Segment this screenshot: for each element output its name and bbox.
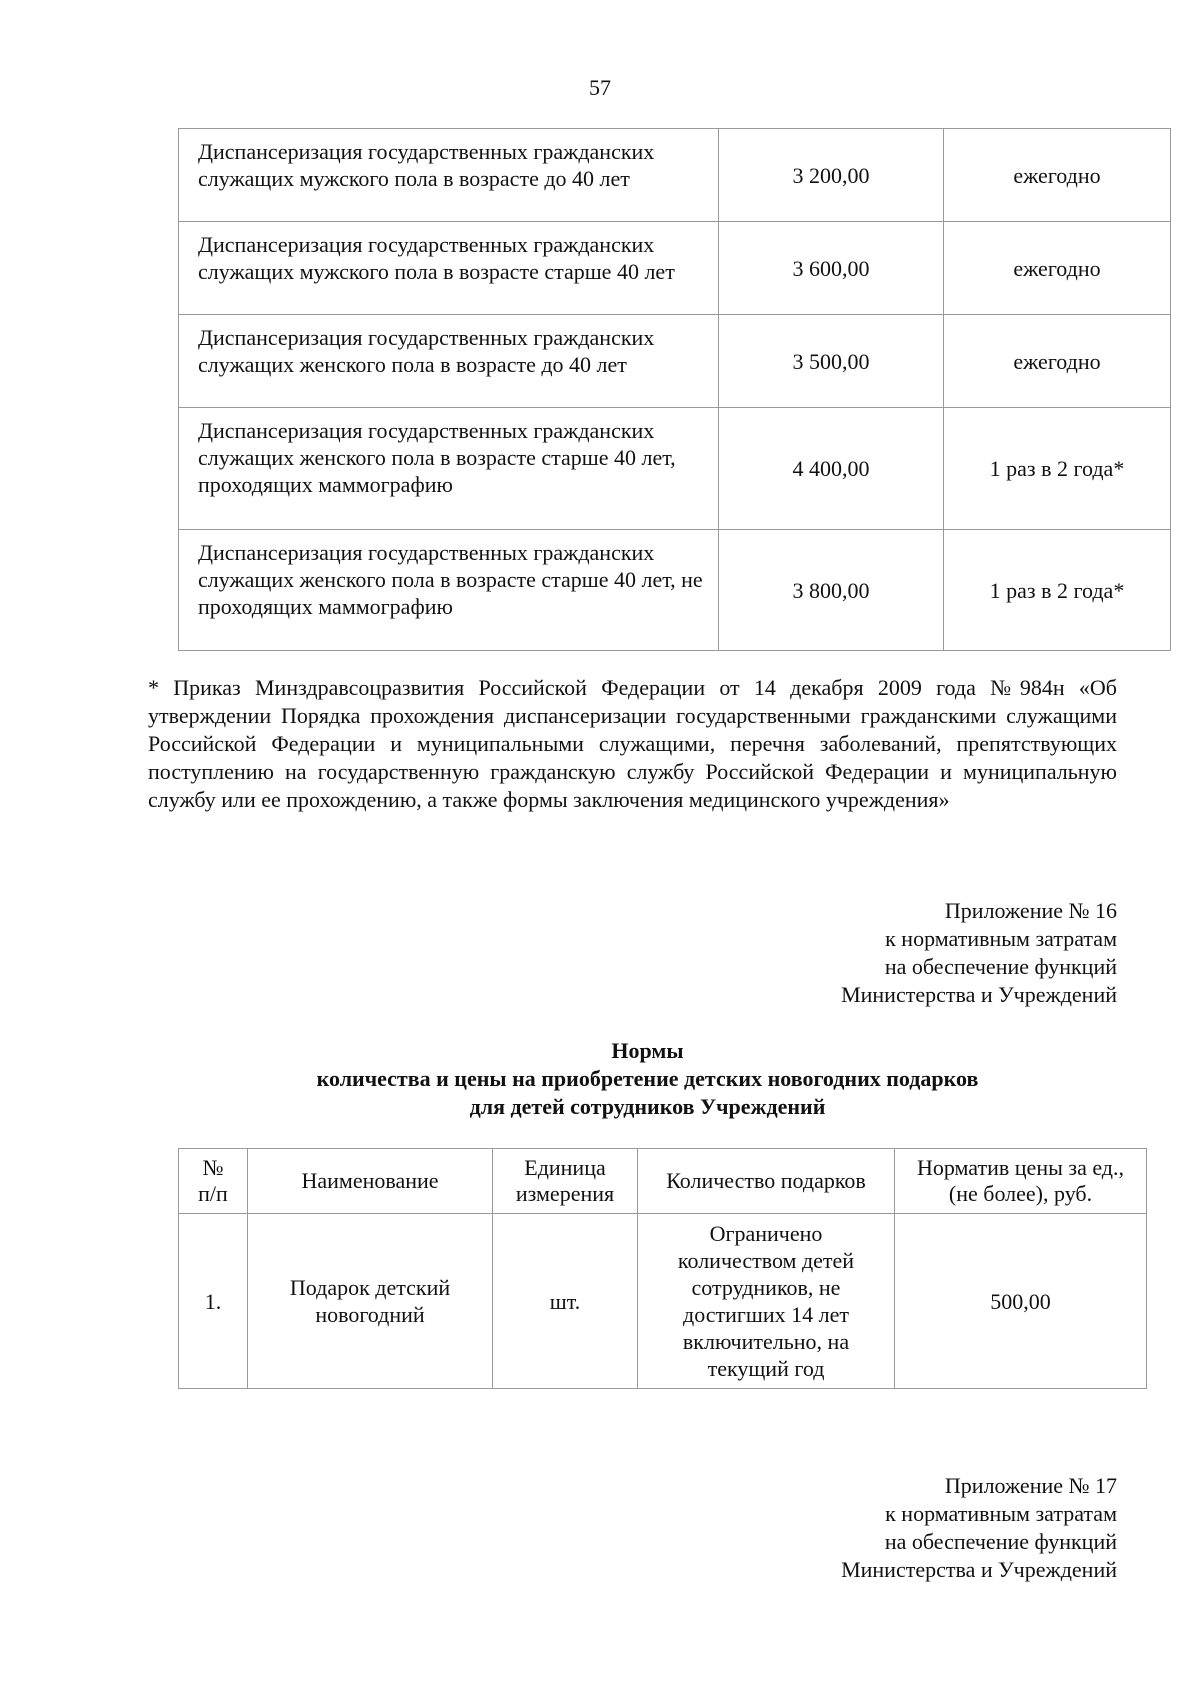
- exam-name-cell: Диспансеризация государственных гражданских служащих женского пола в возрасте старше 40 лет, проходящих маммографию: [179, 408, 719, 530]
- norms-title: [0, 1037, 1200, 1121]
- header-quantity: Количество подарков: [638, 1149, 895, 1214]
- cell-text: сотрудников, не: [691, 1275, 841, 1300]
- appendix-title: Приложение № 16: [944, 898, 1117, 923]
- appendix-line: Министерства и Учреждений: [841, 1557, 1117, 1582]
- medical-exam-table: [178, 128, 1171, 651]
- row-price: 500,00: [895, 1214, 1147, 1389]
- title-line: Нормы: [611, 1038, 684, 1063]
- cell-text: достигших 14 лет: [683, 1302, 849, 1327]
- cell-text: Ограничено: [709, 1221, 823, 1246]
- table-row: [179, 530, 1171, 651]
- row-quantity: [638, 1214, 895, 1389]
- header-text: измерения: [515, 1181, 615, 1206]
- exam-name-cell: Диспансеризация государственных гражданских служащих мужского пола в возрасте до 40 лет: [179, 129, 719, 222]
- header-text: №: [202, 1155, 224, 1180]
- exam-name-cell: Диспансеризация государственных гражданских служащих женского пола в возрасте старше 40 лет, не проходящих маммографию: [179, 530, 719, 651]
- table-row: [179, 315, 1171, 408]
- cell-text: количеством детей: [677, 1248, 855, 1273]
- appendix-title: Приложение № 17: [944, 1473, 1117, 1498]
- appendix-line: Министерства и Учреждений: [841, 982, 1117, 1007]
- header-number: [179, 1149, 248, 1214]
- appendix-line: на обеспечение функций: [884, 1529, 1117, 1554]
- table-row: [179, 222, 1171, 315]
- header-text: Единица: [524, 1155, 606, 1180]
- row-name: [248, 1214, 493, 1389]
- table-row: [179, 129, 1171, 222]
- exam-frequency-cell: 1 раз в 2 года*: [944, 530, 1171, 651]
- header-text: (не более), руб.: [948, 1181, 1093, 1206]
- exam-price-cell: 3 200,00: [719, 129, 944, 222]
- footnote: * Приказ Минздравсоцразвития Российской Федерации от 14 декабря 2009 года №984н «Об утверждении Порядка прохождения диспансеризации государственными гражданскими служащими Российской Федерации и муниципальными служащими, перечня заболеваний, препятствующих поступлению на государственную гражданскую службу Российской Федерации и муниципальную службу или ее прохождению, а также формы заключения медицинского учреждения»: [148, 675, 1117, 812]
- header-text: Норматив цены за ед.,: [916, 1155, 1124, 1180]
- header-text: п/п: [198, 1181, 228, 1206]
- appendix-line: на обеспечение функций: [884, 954, 1117, 979]
- title-line: количества и цены на приобретение детских новогодних подарков: [316, 1066, 979, 1091]
- exam-frequency-cell: 1 раз в 2 года*: [944, 408, 1171, 530]
- exam-price-cell: 3 600,00: [719, 222, 944, 315]
- exam-name-cell: Диспансеризация государственных гражданских служащих женского пола в возрасте до 40 лет: [179, 315, 719, 408]
- exam-price-cell: 4 400,00: [719, 408, 944, 530]
- row-unit: шт.: [493, 1214, 638, 1389]
- appendix-line: к нормативным затратам: [885, 926, 1117, 951]
- row-number: 1.: [179, 1214, 248, 1389]
- exam-frequency-cell: ежегодно: [944, 222, 1171, 315]
- exam-frequency-cell: ежегодно: [944, 315, 1171, 408]
- table-row: [179, 1214, 1147, 1389]
- cell-text: включительно, на: [682, 1329, 850, 1354]
- header-name: Наименование: [248, 1149, 493, 1214]
- cell-text: текущий год: [707, 1356, 825, 1381]
- exam-name-cell: Диспансеризация государственных гражданских служащих мужского пола в возрасте старше 40 лет: [179, 222, 719, 315]
- appendix-16-header: [697, 897, 1117, 1009]
- page-number: 57: [589, 75, 611, 100]
- cell-text: Подарок детский: [289, 1275, 451, 1300]
- title-line: для детей сотрудников Учреждений: [469, 1094, 826, 1119]
- table-header-row: [179, 1149, 1147, 1214]
- table-row: [179, 408, 1171, 530]
- exam-frequency-cell: ежегодно: [944, 129, 1171, 222]
- header-unit: [493, 1149, 638, 1214]
- gift-norms-table: [178, 1148, 1147, 1389]
- appendix-line: к нормативным затратам: [885, 1501, 1117, 1526]
- header-price: [895, 1149, 1147, 1214]
- exam-price-cell: 3 800,00: [719, 530, 944, 651]
- cell-text: новогодний: [315, 1302, 425, 1327]
- exam-price-cell: 3 500,00: [719, 315, 944, 408]
- appendix-17-header: [697, 1472, 1117, 1584]
